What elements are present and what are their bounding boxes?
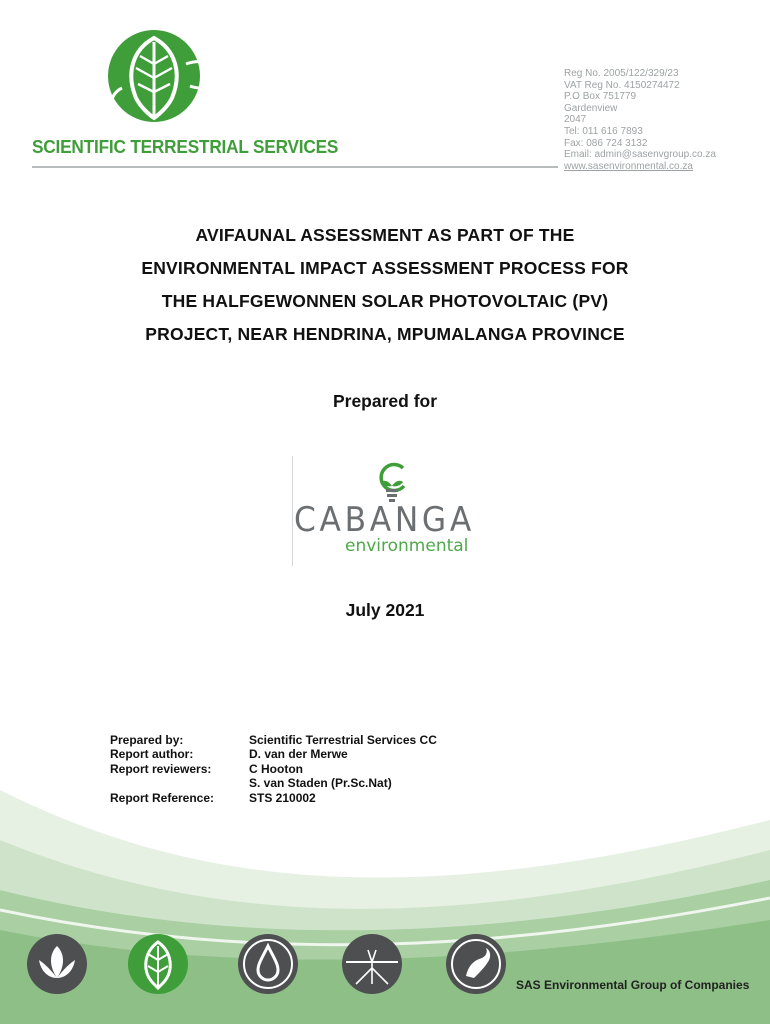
reg-number: Reg No. 2005/122/329/23 bbox=[564, 68, 679, 79]
email: Email: admin@sasenvgroup.co.za bbox=[564, 149, 716, 161]
frog-icon bbox=[444, 932, 508, 996]
author-value: D. van der Merwe bbox=[249, 747, 348, 762]
client-logo-divider bbox=[292, 456, 293, 566]
reviewer-2: S. van Staden (Pr.Sc.Nat) bbox=[249, 776, 392, 791]
vat-number: VAT Reg No. 4150274472 bbox=[564, 79, 680, 91]
title-line-4: PROJECT, NEAR HENDRINA, MPUMALANGA PROVINCE bbox=[145, 324, 625, 344]
lotus-icon bbox=[25, 932, 89, 996]
title-line-2: ENVIRONMENTAL IMPACT ASSESSMENT PROCESS FOR bbox=[141, 258, 629, 278]
leaf-icon bbox=[126, 932, 190, 996]
report-date: July 2021 bbox=[345, 600, 425, 620]
website-link[interactable]: www.sasenvironmental.co.za bbox=[564, 160, 693, 172]
sts-logo bbox=[30, 28, 339, 168]
prepared-for-label: Prepared for bbox=[332, 391, 438, 411]
reviewers-label: Report reviewers: bbox=[110, 761, 212, 776]
client-logo bbox=[292, 456, 482, 566]
po-box: P.O Box 751779 bbox=[564, 91, 637, 103]
telephone: Tel: 011 616 7893 bbox=[564, 125, 643, 137]
suburb: Gardenview bbox=[564, 102, 618, 114]
prepared-by-label: Prepared by: bbox=[110, 733, 184, 747]
title-line-1: AVIFAUNAL ASSESSMENT AS PART OF THE bbox=[195, 225, 575, 245]
reference-value: STS 210002 bbox=[249, 790, 316, 805]
reviewer-1: C Hooton bbox=[249, 761, 303, 776]
bulb-sprout-icon bbox=[375, 460, 409, 504]
roots-icon bbox=[340, 932, 404, 996]
prepared-by-value: Scientific Terrestrial Services CC bbox=[249, 733, 437, 747]
title-line-3: THE HALFGEWONNEN SOLAR PHOTOVOLTAIC (PV) bbox=[161, 291, 609, 311]
client-name: CABANGA bbox=[294, 500, 475, 540]
group-icons bbox=[0, 920, 770, 1010]
reference-label: Report Reference: bbox=[110, 790, 215, 805]
header-divider bbox=[32, 166, 558, 168]
water-drop-icon bbox=[236, 932, 300, 996]
client-name-sub: environmental bbox=[345, 536, 469, 556]
group-name: SAS Environmental Group of Companies bbox=[516, 978, 750, 992]
contact-block bbox=[564, 68, 716, 172]
postal-code: 2047 bbox=[564, 114, 587, 126]
company-name: SCIENTIFIC TERRESTRIAL SERVICES bbox=[32, 136, 339, 157]
fax: Fax: 086 724 3132 bbox=[564, 137, 648, 149]
report-title bbox=[60, 219, 710, 351]
author-label: Report author: bbox=[110, 747, 194, 762]
leaf-logo-icon bbox=[102, 28, 226, 128]
